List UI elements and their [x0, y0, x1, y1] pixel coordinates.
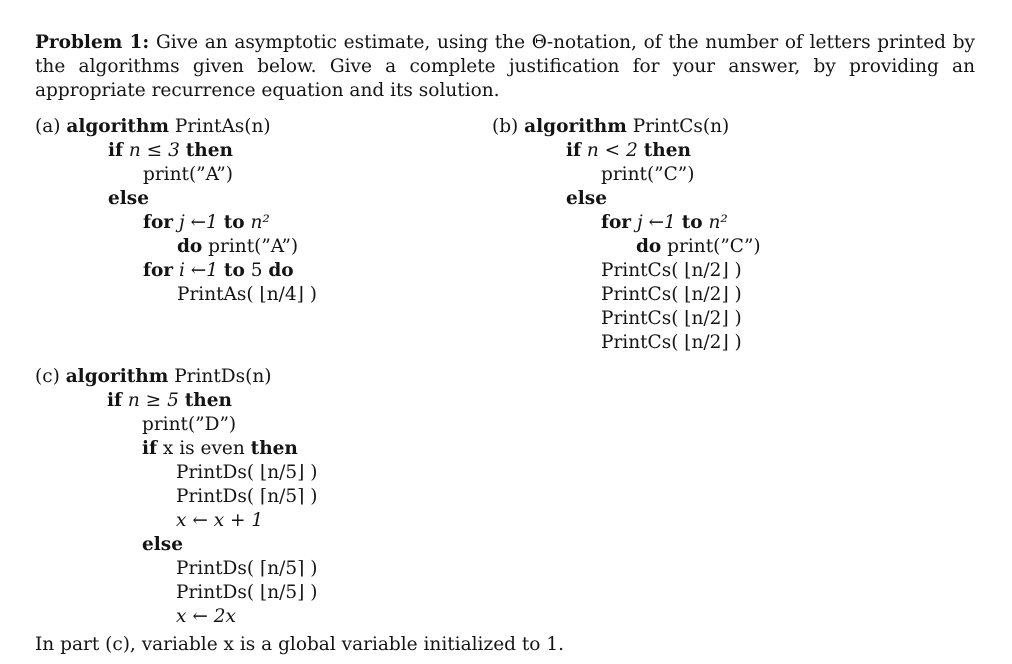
part-c-header	[35, 365, 271, 389]
part-a-if-line	[108, 139, 233, 163]
part-a-loop1-print: print(”A”)	[208, 236, 299, 257]
part-b-recursive-call: PrintCs( ⌊n/2⌋ )	[601, 332, 742, 353]
part-b-label: (b)	[492, 116, 519, 137]
part-a-condition: n ≤ 3	[128, 140, 180, 161]
part-c-if-line	[107, 389, 232, 413]
part-c-else: else	[142, 534, 183, 555]
keyword-do: do	[636, 236, 662, 257]
part-b-condition: n < 2	[586, 140, 638, 161]
keyword-algorithm: algorithm	[524, 116, 627, 137]
keyword-then: then	[643, 140, 691, 161]
part-c-inner-if	[142, 437, 298, 461]
keyword-algorithm: algorithm	[65, 366, 169, 387]
part-c-even-call: PrintDs( ⌈n/5⌉ )	[176, 486, 318, 507]
part-b-if-line	[566, 139, 691, 163]
keyword-if: if	[107, 390, 122, 411]
part-a-loop2-bound: 5	[250, 260, 263, 281]
part-a-loop1-bound: n²	[250, 212, 270, 233]
part-b-print: print(”C”)	[601, 164, 695, 185]
part-b-loop-bound: n²	[708, 212, 728, 233]
keyword-do: do	[177, 236, 203, 257]
problem-statement	[35, 31, 975, 103]
footer-note: In part (c), variable x is a global variable initialized to 1.	[35, 634, 564, 655]
keyword-then: then	[185, 140, 233, 161]
part-b-signature: PrintCs(n)	[632, 116, 730, 137]
part-c-odd-call: PrintDs( ⌊n/5⌋ )	[176, 582, 318, 603]
keyword-if: if	[108, 140, 123, 161]
part-a-recursive-call: PrintAs( ⌊n/4⌋ )	[177, 284, 317, 305]
part-a-loop1-body	[177, 235, 298, 259]
part-c-even-call: PrintDs( ⌊n/5⌋ )	[176, 462, 318, 483]
keyword-if: if	[566, 140, 581, 161]
part-a-loop1-var: j ←1	[178, 212, 218, 233]
keyword-for: for	[143, 212, 174, 233]
part-b-recursive-call: PrintCs( ⌊n/2⌋ )	[601, 284, 742, 305]
keyword-for: for	[601, 212, 632, 233]
part-c-odd-call: PrintDs( ⌈n/5⌉ )	[176, 558, 318, 579]
part-c-odd-update-expr: x ← 2x	[176, 606, 236, 627]
keyword-to: to	[223, 212, 245, 233]
part-c-even-update-expr: x ← x + 1	[176, 510, 264, 531]
part-b-recursive-call: PrintCs( ⌊n/2⌋ )	[601, 260, 742, 281]
keyword-do: do	[268, 260, 294, 281]
keyword-algorithm: algorithm	[66, 116, 169, 137]
part-a-label: (a)	[35, 116, 61, 137]
part-b-else: else	[566, 188, 607, 209]
part-b-loop-print: print(”C”)	[667, 236, 761, 257]
part-b-loop-var: j ←1	[636, 212, 676, 233]
part-b-loop-body	[636, 235, 761, 259]
part-c-odd-update	[176, 605, 236, 629]
part-c-label: (c)	[35, 366, 60, 387]
problem-text: Give an asymptotic estimate, using the Θ-notation, of the number of letters printed by the algorithms given below. Give a complete justification for your answer, by providing an appropriate recurrence equation and its solution.	[35, 32, 975, 101]
keyword-then: then	[184, 390, 232, 411]
part-a-signature: PrintAs(n)	[174, 116, 271, 137]
part-c-condition: n ≥ 5	[127, 390, 179, 411]
keyword-to: to	[223, 260, 245, 281]
part-c-even-update	[176, 509, 263, 533]
problem-heading: Problem 1:	[35, 32, 150, 53]
part-b-recursive-call: PrintCs( ⌊n/2⌋ )	[601, 308, 742, 329]
part-a-header	[35, 115, 271, 139]
part-a-loop1	[143, 211, 270, 235]
part-b-loop	[601, 211, 728, 235]
keyword-for: for	[143, 260, 174, 281]
part-c-signature: PrintDs(n)	[174, 366, 272, 387]
part-c-inner-condition: x is even	[162, 438, 245, 459]
part-a-loop2-var: i ←1	[178, 260, 219, 281]
part-b-header	[492, 115, 729, 139]
keyword-to: to	[681, 212, 703, 233]
keyword-then: then	[250, 438, 298, 459]
keyword-if: if	[142, 438, 157, 459]
part-a-else: else	[108, 188, 149, 209]
part-a-loop2	[143, 259, 294, 283]
part-c-print: print(”D”)	[142, 414, 237, 435]
part-a-print: print(”A”)	[143, 164, 233, 185]
